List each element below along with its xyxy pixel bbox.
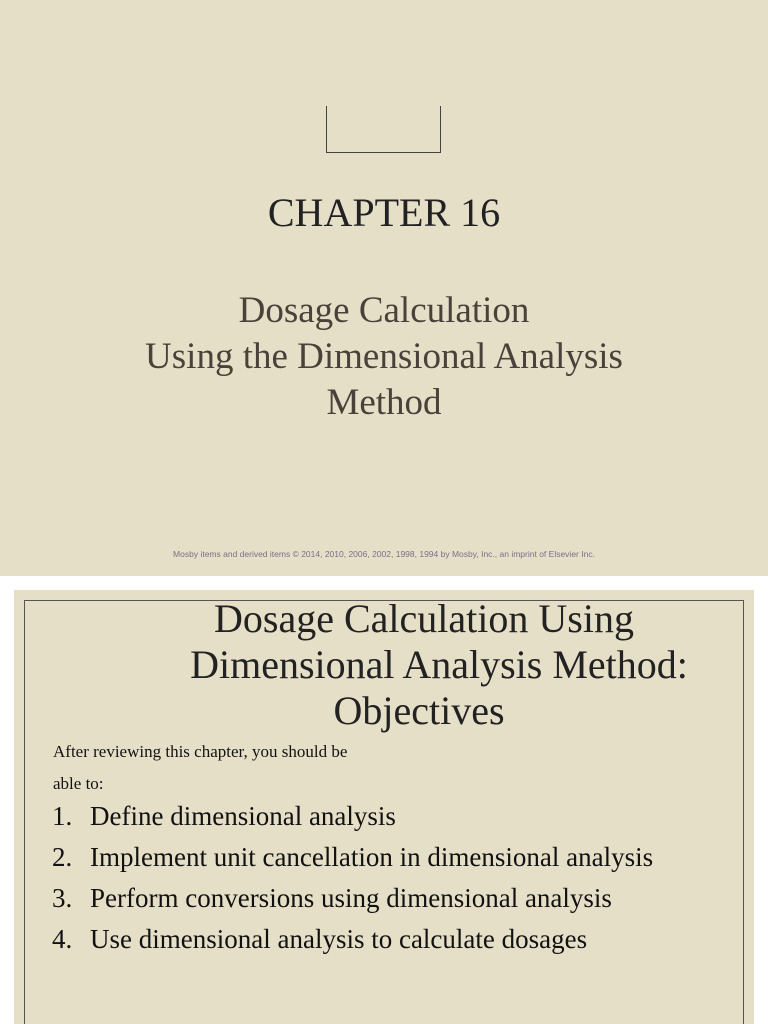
- copyright-notice: Mosby items and derived items © 2014, 2010, 2006, 2002, 1998, 1994 by Mosby, Inc., an imprint of Elsevier Inc.: [173, 549, 595, 559]
- objectives-title: [14, 596, 754, 734]
- title-line: Dimensional Analysis Method:: [190, 642, 688, 687]
- subtitle-line: Using the Dimensional Analysis: [145, 336, 623, 377]
- item-text: Use dimensional analysis to calculate dosages: [90, 924, 588, 954]
- item-text: Perform conversions using dimensional analysis: [90, 883, 612, 913]
- item-number: 1.: [52, 801, 73, 831]
- decorative-bracket: [326, 106, 441, 153]
- title-line: Dosage Calculation Using: [214, 596, 634, 641]
- subtitle-line: Method: [326, 382, 442, 423]
- objectives-intro: [53, 736, 347, 800]
- intro-line: able to:: [53, 774, 104, 793]
- objectives-slide: [14, 590, 754, 1024]
- list-item: [52, 796, 653, 837]
- subtitle-line: Dosage Calculation: [238, 290, 530, 331]
- list-item: [52, 878, 653, 919]
- item-number: 3.: [52, 883, 73, 913]
- title-line: Objectives: [333, 688, 505, 733]
- item-text: Define dimensional analysis: [90, 801, 396, 831]
- chapter-subtitle: [0, 288, 768, 426]
- chapter-title: CHAPTER 16: [267, 190, 501, 235]
- objectives-list: [52, 796, 653, 960]
- item-number: 4.: [52, 924, 73, 954]
- list-item: [52, 919, 653, 960]
- item-text: Implement unit cancellation in dimensional analysis: [90, 842, 654, 872]
- item-number: 2.: [52, 842, 73, 872]
- list-item: [52, 837, 653, 878]
- intro-line: After reviewing this chapter, you should be: [53, 742, 348, 761]
